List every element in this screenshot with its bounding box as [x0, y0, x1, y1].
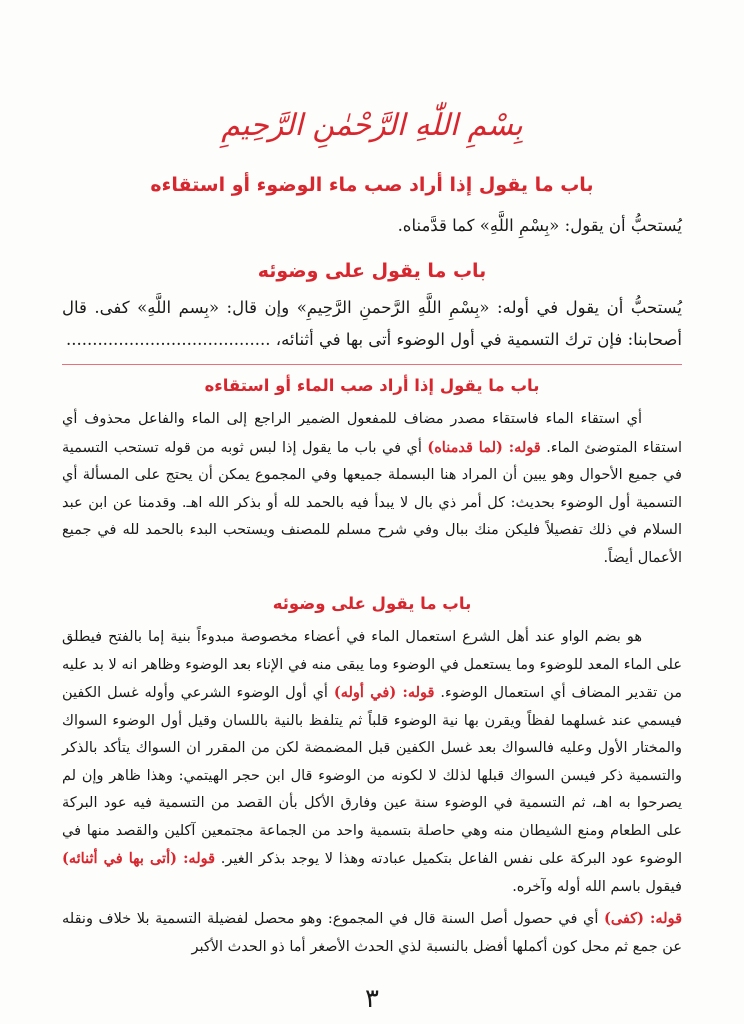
commentary-2-label-1: قوله: (في أوله) [333, 684, 435, 701]
commentary-2-text-d: أي في حصول أصل السنة قال في المجموع: وهو محصل لفضيلة التسمية بلا خلاف ونقله عن جمع ثم محل كون أكملها أفضل بالنسبة لذي الحدث الأصغر أما ذو الحدث الأكبر [62, 911, 682, 955]
commentary-2-title: باب ما يقول على وضوئه [272, 594, 472, 613]
commentary-2-label-2: قوله: (أتى بها في أثنائه) [62, 850, 216, 867]
section-2-text: يُستحبُّ أن يقول في أوله: «بِسْمِ اللَّهِ الرَّحمنِ الرَّحِيمِ» وإن قال: «بِسم اللَّهِ» كفى. قال أصحابنا: فإن ترك التسمية في أول الوضوء أتى بها في أثنائه، ....................................... [62, 298, 682, 349]
commentary-1-label: قوله: (لما قدمناه) [427, 438, 541, 456]
commentary-1-title: باب ما يقول إذا أراد صب الماء أو استقاءه [204, 376, 540, 395]
commentary-2-text-a: هو بضم الواو عند أهل الشرع استعمال الماء في أعضاء مخصوصة مبدوءاً بنية إما بالفتح فيطلق على الماء المعد للوضوء وما يستعمل في الوضوء وما يبقى منه في الإناء بعد الوضوء وظاهر انه لا بد عليه من تقدير المضاف أي استعمال الوضوء. [62, 629, 682, 701]
commentary-1-paragraph [62, 406, 682, 572]
commentary-1-text-a: أي استقاء الماء فاستقاء مصدر مضاف للمفعول الضمير الراجع إلى الماء والفاعل محذوف أي استقاء المتوضئ الماء. [62, 411, 683, 456]
section-1-title: باب ما يقول إذا أراد صب ماء الوضوء أو استقاءه [150, 174, 594, 196]
page-number: ٣ [365, 984, 379, 1014]
commentary-2-label-3: قوله: (كفى) [603, 910, 683, 927]
commentary-2-paragraph-1 [62, 624, 682, 901]
commentary-1 [62, 372, 682, 572]
footnote-divider [62, 364, 682, 365]
commentary-2-text-b: أي أول الوضوء الشرعي وأوله غسل الكفين فيسمي عند غسلهما لفظاً ويقرن بها نية الوضوء قلباً ثم يتلفظ بالنية باللسان وقيل أول الوضوء السواك والمختار الأول وعليه فالسواك بعد غسل الكفين قبل المضمضة لكن من المقرر ان السواك يتأكد بالذكر والتسمية ذكر فيسن السواك قبلها لذلك لا لكونه من الوضوء قال ابن حجر الهيتمي: وهذا ظاهر وإن لم يصرحوا به اهـ، ثم التسمية في الوضوء سنة عين وفارق الأكل بأن القصد من التسمية فيه عود البركة على الطعام ومنع الشيطان منه وهي حاصلة بتسمية واحد من الجماعة مجتمعين آكلين والقصد منها في الوضوء عود البركة على نفس الفاعل بتكميل عبادته وهذا لا يوجد بذكر الغير. [62, 685, 683, 867]
commentary-2 [62, 590, 682, 961]
basmala-header: بِسْمِ اللّٰهِ الرَّحْمٰنِ الرَّحِيمِ [221, 108, 523, 143]
section-1-text: يُستحبُّ أن يقول: «بِسْمِ اللَّهِ» كما قدَّمناه. [397, 216, 682, 235]
section-1 [62, 170, 682, 242]
commentary-1-text-b: أي في باب ما يقول إذا لبس ثوبه من قوله تستحب التسمية في جميع الأحوال وهو يبين أن المراد هنا البسملة جميعها وفي المجموع يمكن أن يحتج على المسألة أي التسمية أول الوضوء بحديث: كل أمر ذي بال لا يبدأ فيه بالحمد لله أو بذكر الله اهـ. وقدمنا عن ابن عبد السلام في ذلك تفصيلاً فليكن منك ببال وفي شرح مسلم للمصنف ويستحب البدء بالحمد لله في جميع الأعمال أيضاً. [62, 439, 682, 566]
commentary-2-text-c: فيقول باسم الله أوله وآخره. [512, 878, 682, 895]
section-2-title: باب ما يقول على وضوئه [257, 260, 487, 282]
commentary-2-paragraph-2 [62, 905, 682, 961]
section-2 [62, 256, 682, 356]
